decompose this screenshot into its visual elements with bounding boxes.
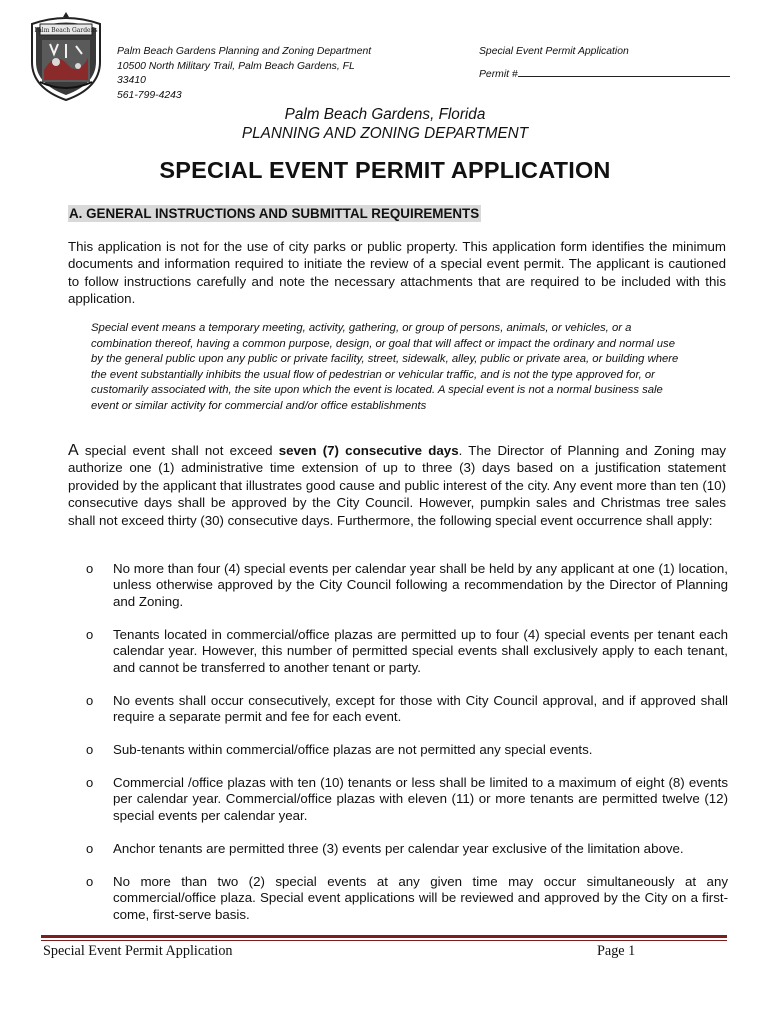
bullet-circle-icon: o bbox=[86, 626, 94, 642]
rule-text: Sub-tenants within commercial/office plazas are not permitted any special events. bbox=[113, 742, 593, 758]
header-address-line2: 33410 bbox=[117, 75, 146, 86]
city-line: Palm Beach Gardens, Florida bbox=[284, 106, 486, 123]
bullet-circle-icon: o bbox=[86, 742, 94, 758]
footer-page-number: Page 1 bbox=[597, 943, 636, 959]
limits-lead-letter: A bbox=[68, 442, 79, 459]
rule-text: Anchor tenants are permitted three (3) events per calendar year exclusive of the limitation above. bbox=[113, 840, 684, 856]
header-phone: 561-799-4243 bbox=[117, 89, 182, 101]
special-event-definition: Special event means a temporary meeting, activity, gathering, or group of persons, animals, or vehicles, or a combination thereof, having a common purpose, design, or goal that will affect or impact the ordinary and normal use by the general public upon any public or private facility, street, sidewalk, alley, public or private area, or building where the event substantially inhibits the usual flow of pedestrian or vehicular traffic, and is not the type approved for, or customarily associated with, the site upon which the event is located. A special event is not a normal business sale event or similar activity for commercial and/or office establishments bbox=[91, 322, 679, 412]
intro-paragraph: This application is not for the use of city parks or public property. This application form identifies the minimum documents and information required to initiate the review of a special event permit. The applicant is cautioned to follow instructions carefully and note the necessary attachments that are required to be included with this application. bbox=[68, 239, 726, 307]
rule-text: Commercial /office plazas with ten (10) tenants or less shall be limited to a maximum of eight (8) events per calendar year. Commercial/office plazas with eleven (11) or more tenants are permitted twelve (12) special events per calendar year. bbox=[113, 775, 728, 823]
footer-divider-thin bbox=[41, 940, 727, 941]
limits-text-before: special event shall not exceed bbox=[78, 443, 279, 458]
footer-document-name: Special Event Permit Application bbox=[43, 943, 233, 959]
header-dept-name: Palm Beach Gardens Planning and Zoning Department bbox=[117, 46, 372, 57]
list-item bbox=[86, 775, 728, 824]
bullet-circle-icon: o bbox=[86, 692, 94, 708]
footer-divider-thick bbox=[41, 935, 727, 938]
list-item bbox=[86, 841, 728, 857]
bullet-circle-icon: o bbox=[86, 873, 94, 889]
list-item bbox=[86, 561, 728, 610]
rule-text: Tenants located in commercial/office plazas are permitted up to four (4) special events per tenant each calendar year. However, this number of permitted special events shall exclusively apply to each tenant, and cannot be transferred to another tenant or party. bbox=[113, 626, 728, 675]
bullet-circle-icon: o bbox=[86, 561, 94, 576]
event-limits-paragraph bbox=[68, 442, 726, 529]
header-form-block bbox=[479, 45, 730, 82]
header-contact-block bbox=[117, 45, 371, 103]
permit-number-field[interactable] bbox=[518, 67, 730, 77]
permit-number-label: Permit # bbox=[479, 68, 518, 80]
city-seal-logo bbox=[26, 10, 106, 102]
limits-bold-duration: seven (7) consecutive days bbox=[278, 443, 459, 458]
rule-text: No events shall occur consecutively, except for those with City Council approval, and if approved shall require a separate permit and fee for each event. bbox=[113, 692, 728, 725]
list-item bbox=[86, 874, 728, 923]
rule-text: No more than four (4) special events per calendar year shall be held by any applicant at one (1) location, unless otherwise approved by the City Council following a recommendation by the Director of Planning and Zoning. bbox=[113, 561, 728, 609]
occurrence-rules-list bbox=[86, 561, 728, 940]
list-item bbox=[86, 693, 728, 726]
header-form-name: Special Event Permit Application bbox=[479, 46, 629, 57]
department-line: PLANNING AND ZONING DEPARTMENT bbox=[241, 125, 529, 142]
permit-number-line bbox=[479, 67, 730, 83]
rule-text: No more than two (2) special events at any given time may occur simultaneously at any commercial/office plaza. Special event applications will be reviewed and approved by the City on a first-come, first-serve basis. bbox=[113, 873, 728, 922]
bullet-circle-icon: o bbox=[86, 775, 94, 791]
bullet-circle-icon: o bbox=[86, 840, 94, 856]
svg-text:Palm Beach Gardens: Palm Beach Gardens bbox=[34, 27, 98, 34]
page-title: SPECIAL EVENT PERMIT APPLICATION bbox=[159, 157, 611, 183]
section-a-heading: A. GENERAL INSTRUCTIONS AND SUBMITTAL REQUIREMENTS bbox=[69, 206, 480, 221]
limits-text-after: . The Director of Planning and Zoning may authorize one (1) administrative time extension of up to three (3) days based on a justification statement provided by the applicant that illustrates good cause and public interest of the city. Any event more than ten (10) consecutive days shall be approved by the City Council. However, pumpkin sales and Christmas tree sales shall not exceed thirty (30) consecutive days. Furthermore, the following special event occurrence shall apply: bbox=[68, 443, 726, 528]
header-address-line1: 10500 North Military Trail, Palm Beach Gardens, FL bbox=[117, 60, 355, 72]
list-item bbox=[86, 742, 728, 758]
list-item bbox=[86, 627, 728, 676]
